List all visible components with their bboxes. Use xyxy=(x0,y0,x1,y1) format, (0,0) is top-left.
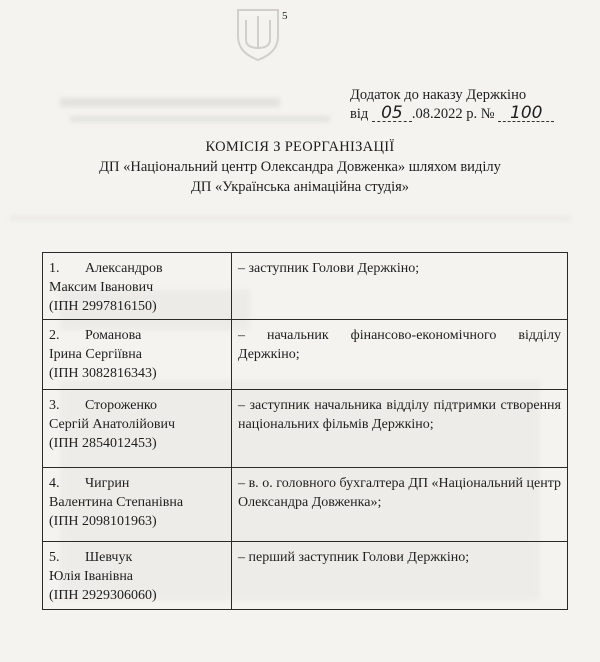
member-cell xyxy=(43,390,232,468)
member-itn: (ІПН 2098101963) xyxy=(49,514,157,529)
handwritten-order-number: 100 xyxy=(498,106,554,122)
commission-members-table xyxy=(42,252,568,610)
member-number: 3. xyxy=(49,398,60,413)
show-through-band xyxy=(10,216,570,221)
member-role: – заступник Голови Держкіно; xyxy=(238,261,420,276)
member-role-cell xyxy=(232,468,568,542)
date-prefix: від xyxy=(350,106,369,122)
member-surname: Стороженко xyxy=(85,398,158,413)
member-surname: Александров xyxy=(85,261,163,276)
member-role-cell xyxy=(232,542,568,610)
table-row xyxy=(43,320,568,390)
member-cell xyxy=(43,320,232,390)
title-line-3: ДП «Українська анімаційна студія» xyxy=(190,179,410,195)
document-title xyxy=(0,137,600,197)
member-number: 5. xyxy=(49,550,60,565)
member-surname: Шевчук xyxy=(85,550,133,565)
title-heading: КОМІСІЯ З РЕОРГАНІЗАЦІЇ xyxy=(205,139,395,155)
member-role-cell xyxy=(232,253,568,320)
table-row xyxy=(43,542,568,610)
member-itn: (ІПН 3082816343) xyxy=(49,366,157,381)
table-row xyxy=(43,253,568,320)
member-given-name: Валентина Степанівна xyxy=(49,495,184,510)
member-surname: Чигрин xyxy=(85,476,130,491)
member-cell xyxy=(43,542,232,610)
handwritten-day: 05 xyxy=(372,106,412,122)
member-given-name: Сергій Анатолійович xyxy=(49,417,176,432)
member-number: 2. xyxy=(49,328,60,343)
date-suffix: .08.2022 р. № xyxy=(411,106,495,122)
member-given-name: Ірина Сергіївна xyxy=(49,347,142,362)
member-role-cell xyxy=(232,390,568,468)
member-role: – в. о. головного бухгалтера ДП «Національний центр Олександра Довженка»; xyxy=(238,476,561,510)
member-given-name: Максим Іванович xyxy=(49,280,154,295)
addendum-title: Додаток до наказу Держкіно xyxy=(350,87,527,103)
member-itn: (ІПН 2997816150) xyxy=(49,299,157,314)
member-surname: Романова xyxy=(85,328,142,343)
member-role-cell xyxy=(232,320,568,390)
table-row xyxy=(43,390,568,468)
show-through-band xyxy=(70,116,330,122)
member-role: – начальник фінансово-економічного відділу Держкіно; xyxy=(238,328,561,362)
show-through-band xyxy=(60,98,280,107)
member-itn: (ІПН 2929306060) xyxy=(49,588,157,603)
table-row xyxy=(43,468,568,542)
member-role: – перший заступник Голови Держкіно; xyxy=(238,550,470,565)
member-role: – заступник начальника відділу підтримки створення національних фільмів Держкіно; xyxy=(238,398,561,432)
addendum-header xyxy=(350,86,554,124)
member-number: 4. xyxy=(49,476,60,491)
member-number: 1. xyxy=(49,261,60,276)
member-itn: (ІПН 2854012453) xyxy=(49,436,157,451)
addendum-date-line xyxy=(350,105,554,124)
page-number: 5 xyxy=(282,10,288,22)
member-cell xyxy=(43,253,232,320)
member-cell xyxy=(43,468,232,542)
member-given-name: Юлія Іванівна xyxy=(49,569,134,584)
title-line-2: ДП «Національний центр Олександра Довженка» шляхом виділу xyxy=(99,159,501,175)
coat-of-arms-icon xyxy=(234,6,282,62)
